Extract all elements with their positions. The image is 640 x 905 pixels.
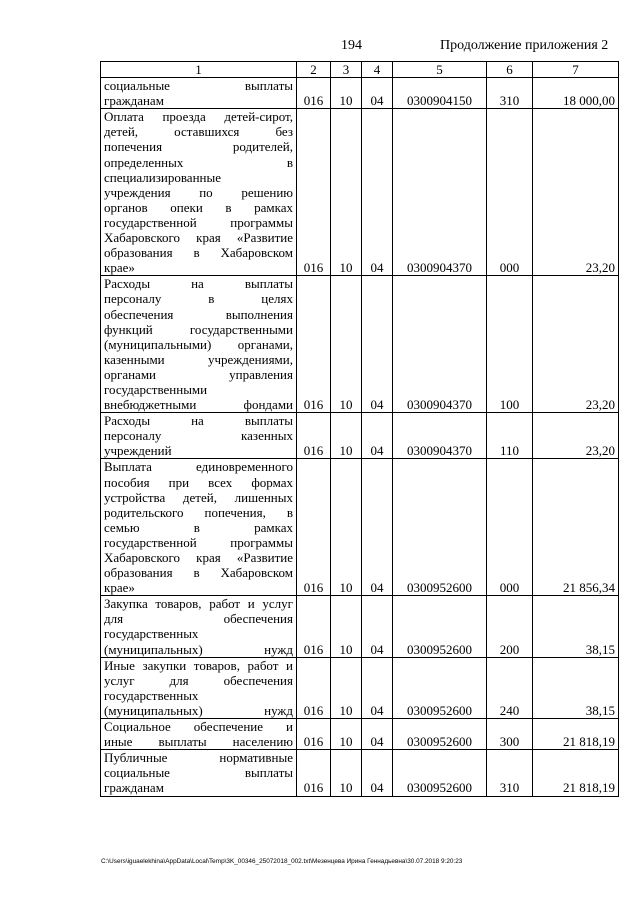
expense-type-cell: 240: [487, 657, 533, 718]
description-line: государственных: [104, 687, 199, 703]
expense-type-cell: 100: [487, 276, 533, 413]
column-header: 7: [533, 62, 619, 78]
article-code-cell: 0300952600: [393, 657, 487, 718]
article-code-cell: 0300904150: [393, 78, 487, 109]
budget-code-cell: 016: [297, 596, 331, 657]
expense-type-cell: 310: [487, 750, 533, 796]
description-line: органов опеки в рамках: [104, 199, 293, 215]
table-row: [101, 276, 619, 413]
column-header: 6: [487, 62, 533, 78]
table-row: [101, 596, 619, 657]
budget-code-cell: 016: [297, 719, 331, 750]
column-header: 4: [362, 62, 393, 78]
description-line: Хабаровского края «Развитие: [104, 230, 293, 246]
description-line: Иные закупки товаров, работ и: [104, 657, 293, 673]
continuation-label: Продолжение приложения 2: [440, 38, 609, 53]
article-code-cell: 0300952600: [393, 459, 487, 596]
table-row: [101, 750, 619, 796]
section-cell: 10: [331, 459, 362, 596]
subsection-cell: 04: [362, 78, 393, 109]
description-line: государственной программы: [104, 534, 293, 550]
column-header: 3: [331, 62, 362, 78]
budget-code-cell: 016: [297, 78, 331, 109]
description-cell: [101, 276, 297, 413]
amount-cell: 23,20: [533, 109, 619, 276]
expense-type-cell: 110: [487, 413, 533, 459]
section-cell: 10: [331, 750, 362, 796]
section-cell: 10: [331, 413, 362, 459]
table-row: [101, 719, 619, 750]
description-line: (муниципальных) нужд: [104, 702, 293, 718]
description-line: внебюджетными фондами: [104, 397, 293, 413]
expense-type-cell: 200: [487, 596, 533, 657]
description-line: гражданам: [104, 93, 164, 109]
description-line: пособия при всех формах: [104, 474, 293, 490]
budget-code-cell: 016: [297, 109, 331, 276]
description-cell: [101, 657, 297, 718]
description-cell: [101, 459, 297, 596]
section-cell: 10: [331, 719, 362, 750]
budget-code-cell: 016: [297, 276, 331, 413]
amount-cell: 18 000,00: [533, 78, 619, 109]
description-line: образования в Хабаровском: [104, 565, 293, 581]
description-cell: [101, 109, 297, 276]
description-line: социальные выплаты: [104, 765, 293, 781]
budget-code-cell: 016: [297, 413, 331, 459]
description-cell: [101, 750, 297, 796]
table-row: [101, 459, 619, 596]
description-line: устройства детей, лишенных: [104, 489, 293, 505]
page-number: 194: [341, 38, 362, 53]
amount-cell: 21 818,19: [533, 719, 619, 750]
description-line: крае»: [104, 260, 135, 276]
description-line: персоналу в целях: [104, 291, 293, 307]
description-line: Хабаровского края «Развитие: [104, 550, 293, 565]
budget-code-cell: 016: [297, 657, 331, 718]
article-code-cell: 0300952600: [393, 596, 487, 657]
description-line: (муниципальными) органами,: [104, 336, 293, 352]
subsection-cell: 04: [362, 459, 393, 596]
amount-cell: 23,20: [533, 276, 619, 413]
subsection-cell: 04: [362, 109, 393, 276]
description-line: органами управления: [104, 366, 293, 382]
column-header: 2: [297, 62, 331, 78]
subsection-cell: 04: [362, 276, 393, 413]
description-line: (муниципальных) нужд: [104, 641, 293, 657]
description-cell: [101, 596, 297, 657]
subsection-cell: 04: [362, 750, 393, 796]
description-line: гражданам: [104, 780, 164, 796]
amount-cell: 23,20: [533, 413, 619, 459]
section-cell: 10: [331, 596, 362, 657]
description-line: родительского попечения, в: [104, 504, 293, 520]
table-row: [101, 657, 619, 718]
description-line: учреждения по решению: [104, 184, 293, 200]
expense-type-cell: 000: [487, 459, 533, 596]
subsection-cell: 04: [362, 657, 393, 718]
budget-code-cell: 016: [297, 459, 331, 596]
expense-type-cell: 310: [487, 78, 533, 109]
article-code-cell: 0300904370: [393, 276, 487, 413]
description-line: обеспечения выполнения: [104, 306, 293, 322]
description-line: государственных: [104, 626, 199, 642]
description-line: услуг для обеспечения: [104, 672, 293, 688]
article-code-cell: 0300904370: [393, 413, 487, 459]
description-cell: [101, 719, 297, 750]
description-line: Социальное обеспечение и: [104, 719, 293, 735]
article-code-cell: 0300952600: [393, 719, 487, 750]
section-cell: 10: [331, 276, 362, 413]
amount-cell: 21 856,34: [533, 459, 619, 596]
subsection-cell: 04: [362, 596, 393, 657]
description-line: социальные выплаты: [104, 78, 293, 94]
table-row: [101, 78, 619, 109]
description-line: специализированные: [104, 169, 221, 185]
description-line: Выплата единовременного: [104, 459, 293, 475]
description-line: функций государственными: [104, 321, 293, 337]
description-line: государственной программы: [104, 214, 293, 230]
description-line: Расходы на выплаты: [104, 276, 293, 292]
description-line: попечения родителей,: [104, 139, 293, 155]
amount-cell: 21 818,19: [533, 750, 619, 796]
expense-type-cell: 300: [487, 719, 533, 750]
expense-type-cell: 000: [487, 109, 533, 276]
budget-code-cell: 016: [297, 750, 331, 796]
column-header: 5: [393, 62, 487, 78]
section-cell: 10: [331, 78, 362, 109]
article-code-cell: 0300904370: [393, 109, 487, 276]
description-line: казенными учреждениями,: [104, 351, 293, 367]
description-line: определенных в: [104, 154, 293, 170]
table-header-row: [101, 62, 619, 78]
subsection-cell: 04: [362, 413, 393, 459]
amount-cell: 38,15: [533, 596, 619, 657]
article-code-cell: 0300952600: [393, 750, 487, 796]
table-row: [101, 109, 619, 276]
subsection-cell: 04: [362, 719, 393, 750]
description-line: Закупка товаров, работ и услуг: [104, 596, 293, 612]
description-line: государственными: [104, 381, 208, 397]
description-cell: [101, 78, 297, 109]
description-line: крае»: [104, 580, 135, 596]
description-line: Публичные нормативные: [104, 750, 293, 766]
description-line: персоналу казенных: [104, 428, 293, 444]
amount-cell: 38,15: [533, 657, 619, 718]
description-line: Расходы на выплаты: [104, 413, 293, 429]
description-line: детей, оставшихся без: [104, 124, 293, 140]
description-line: образования в Хабаровском: [104, 245, 293, 261]
description-line: учреждений: [104, 443, 172, 459]
description-line: для обеспечения: [104, 611, 293, 627]
description-cell: [101, 413, 297, 459]
description-line: иные выплаты населению: [104, 734, 293, 750]
file-path-footer: C:\Users\iguaelekhina\AppData\Local\Temp\3K_00346_25072018_002.txt\Мезенцева Ирина Геннадьевна\30.07.2018 9:20:23: [101, 858, 463, 865]
description-line: семью в рамках: [104, 519, 293, 535]
section-cell: 10: [331, 109, 362, 276]
section-cell: 10: [331, 657, 362, 718]
column-header: 1: [101, 62, 297, 78]
table-row: [101, 413, 619, 459]
budget-table: [100, 61, 619, 797]
description-line: Оплата проезда детей-сирот,: [104, 109, 293, 125]
